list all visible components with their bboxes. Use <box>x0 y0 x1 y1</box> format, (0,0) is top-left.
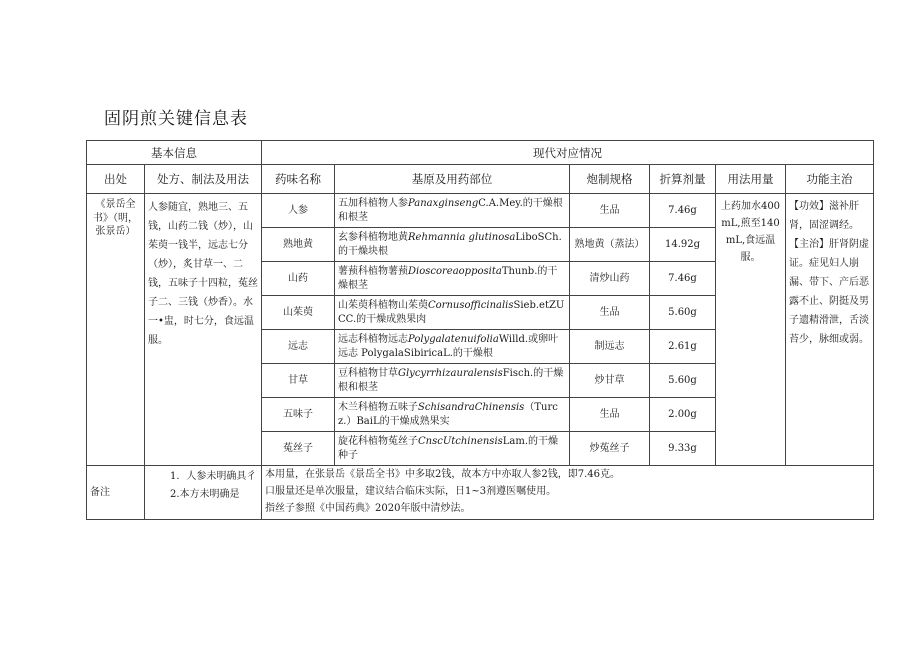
herb-name: 五味子 <box>262 398 335 432</box>
herb-dose: 7.46g <box>650 262 716 296</box>
herb-dose: 2.00g <box>650 398 716 432</box>
header-dose: 折算剂量 <box>650 165 716 194</box>
herb-origin: 玄参科植物地黄Rehmannia glutinosaLiboSCh.的干燥块根 <box>335 228 570 262</box>
usage-cell: 上药加水400mL,煎至140mL,食远温服。 <box>716 194 786 466</box>
herb-dose: 5.60g <box>650 296 716 330</box>
notes-left-cell <box>145 466 262 520</box>
notes-right-line-2: 口服量还是单次服量，建议结合临床实际，日1~3剂遵医嘱使用。 <box>265 486 557 497</box>
herb-name: 人参 <box>262 194 335 228</box>
header-recipe: 处方、制法及用法 <box>145 165 262 194</box>
herb-origin: 薯蓣科植物薯蓣DioscoreaoppositaThunb.的干燥根茎 <box>335 262 570 296</box>
herb-origin: 豆科植物甘草GlycyrrhizauralensisFisch.的干燥根和根茎 <box>335 364 570 398</box>
function-cell: 【功效】滋补肝肾，固涩调经。【主治】肝肾阴虚证。症见妇人崩漏、带下、产后恶露不止、阴挺及男子遗精滑泄，舌淡苔少，脉细或弱。 <box>786 194 874 466</box>
header-origin-part: 基原及用药部位 <box>335 165 570 194</box>
header-usage: 用法用量 <box>716 165 786 194</box>
notes-left-line-1: 1．人参未明确具彳 <box>170 471 257 482</box>
herb-processing: 炒甘草 <box>570 364 650 398</box>
notes-right-line-3: 指丝子参照《中国药典》2020年版中清炒法。 <box>265 503 471 514</box>
herb-processing: 生品 <box>570 194 650 228</box>
header-basic-info: 基本信息 <box>87 141 262 165</box>
page-title: 固阴煎关键信息表 <box>104 109 248 129</box>
notes-left-line-2: 2.本方未明确是 <box>170 489 240 500</box>
herb-processing: 炒菟丝子 <box>570 432 650 466</box>
header-function: 功能主治 <box>786 165 874 194</box>
herb-dose: 14.92g <box>650 228 716 262</box>
herb-name: 山药 <box>262 262 335 296</box>
herb-origin: 旋花科植物菟丝子CnscUtchinensisLam.的干燥种子 <box>335 432 570 466</box>
herb-dose: 5.60g <box>650 364 716 398</box>
key-info-table <box>86 140 874 520</box>
notes-row <box>87 466 874 520</box>
notes-label: 备注 <box>87 466 145 520</box>
herb-name: 熟地黄 <box>262 228 335 262</box>
recipe-cell: 人参随宜，熟地三、五钱，山药二钱（炒），山茱萸一钱半，远志七分（炒），炙甘草一、二钱，五味子十四粒，菟丝子二、三钱（炒香）。水一•盅，时七分，食远温服。 <box>145 194 262 466</box>
header-row-1 <box>87 141 874 165</box>
herb-name: 菟丝子 <box>262 432 335 466</box>
herb-dose: 2.61g <box>650 330 716 364</box>
herb-name: 山茱萸 <box>262 296 335 330</box>
herb-origin: 远志科植物远志PolygalatenuifoliaWilld.或卵叶远志 PolygalaSibiricaL.的干燥根 <box>335 330 570 364</box>
header-processing: 炮制规格 <box>570 165 650 194</box>
herb-processing: 制远志 <box>570 330 650 364</box>
header-herb-name: 药味名称 <box>262 165 335 194</box>
herb-dose: 7.46g <box>650 194 716 228</box>
herb-name: 远志 <box>262 330 335 364</box>
herb-origin: 五加科植物人参PanaxginsengC.A.Mey.的干燥根和根茎 <box>335 194 570 228</box>
herb-origin: 山茱萸科植物山茱萸CornusofficinalisSieb.etZUCC.的干燥成熟果肉 <box>335 296 570 330</box>
herb-processing: 生品 <box>570 398 650 432</box>
herb-processing: 熟地黄（蒸法） <box>570 228 650 262</box>
source-cell: 《景岳全书》（明，张景岳） <box>87 194 145 466</box>
header-modern: 现代对应情况 <box>262 141 874 165</box>
notes-right-line-1: 本用量，在张景岳《景岳全书》中多取2钱，故本方中亦取人参2钱，即7.46克。 <box>265 469 620 480</box>
herb-name: 甘草 <box>262 364 335 398</box>
notes-right-cell <box>262 466 874 520</box>
herb-dose: 9.33g <box>650 432 716 466</box>
header-source: 出处 <box>87 165 145 194</box>
herb-processing: 生品 <box>570 296 650 330</box>
header-row-2 <box>87 165 874 194</box>
herb-origin: 木兰科植物五味子SchisandraChinensis（Turcz.）BaiL的干燥成熟果实 <box>335 398 570 432</box>
herb-processing: 清炒山药 <box>570 262 650 296</box>
table-row <box>87 194 874 228</box>
